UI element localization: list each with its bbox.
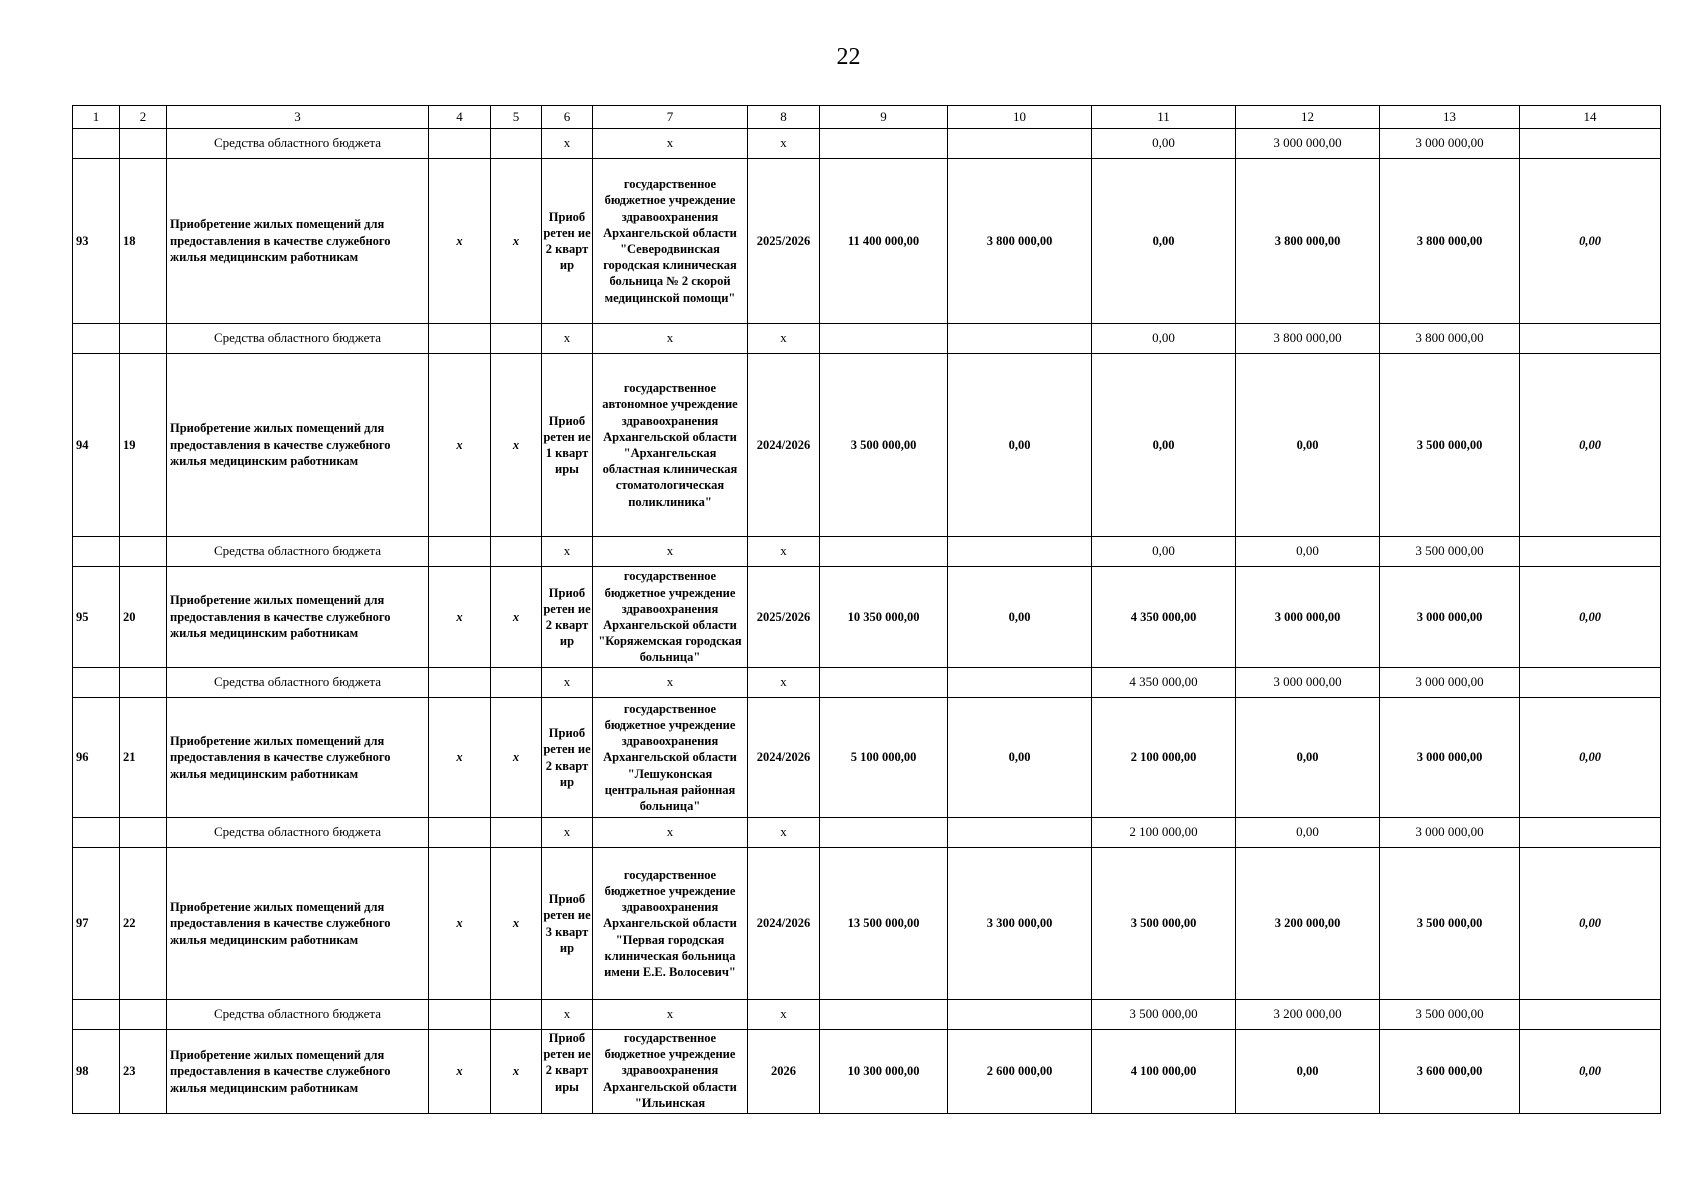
- table-cell: [73, 1000, 120, 1030]
- col-header: 7: [593, 106, 748, 129]
- table-cell: 4 350 000,00: [1092, 668, 1236, 698]
- table-cell: х: [542, 668, 593, 698]
- table-cell: Приобретение жилых помещений для предоставления в качестве служебного жилья медицинским работникам: [167, 567, 429, 668]
- table-cell: 3 800 000,00: [1380, 159, 1520, 324]
- table-cell: Приоб ретен ие 2 кварт ир: [542, 698, 593, 818]
- table-cell: Приобретение жилых помещений для предоставления в качестве служебного жилья медицинским работникам: [167, 698, 429, 818]
- table-cell: 11 400 000,00: [820, 159, 948, 324]
- table-cell: [120, 818, 167, 848]
- col-header: 8: [748, 106, 820, 129]
- table-cell: х: [748, 818, 820, 848]
- table-cell: 3 000 000,00: [1236, 567, 1380, 668]
- table-cell: [820, 668, 948, 698]
- table-cell: 0,00: [1092, 537, 1236, 567]
- table-cell: 23: [120, 1030, 167, 1114]
- table-cell: х: [593, 537, 748, 567]
- table-cell: 3 600 000,00: [1380, 1030, 1520, 1114]
- table-cell: [1520, 129, 1661, 159]
- table-cell: [120, 537, 167, 567]
- project-row: [73, 1030, 1661, 1114]
- col-header: 11: [1092, 106, 1236, 129]
- table-cell: 0,00: [1236, 537, 1380, 567]
- table-cell: х: [429, 1030, 491, 1114]
- table-cell: х: [429, 159, 491, 324]
- table-cell: 10 300 000,00: [820, 1030, 948, 1114]
- table-cell: 2026: [748, 1030, 820, 1114]
- table-cell: [120, 129, 167, 159]
- table-cell: [429, 818, 491, 848]
- table-cell: 3 500 000,00: [820, 354, 948, 537]
- table-cell: [1520, 818, 1661, 848]
- table-cell: [73, 129, 120, 159]
- table-cell: Приобретение жилых помещений для предоставления в качестве служебного жилья медицинским работникам: [167, 159, 429, 324]
- page-number: 22: [836, 44, 861, 70]
- project-row: [73, 698, 1661, 818]
- table-cell: 0,00: [1236, 354, 1380, 537]
- table-cell: 2 100 000,00: [1092, 698, 1236, 818]
- table-cell: [73, 537, 120, 567]
- table-cell: [491, 668, 542, 698]
- table-cell: 3 500 000,00: [1380, 848, 1520, 1000]
- table-cell: 22: [120, 848, 167, 1000]
- table-cell: Приоб ретен ие 1 кварт иры: [542, 354, 593, 537]
- table-cell: [73, 324, 120, 354]
- table-cell: х: [542, 537, 593, 567]
- table-cell: 0,00: [1520, 567, 1661, 668]
- table-cell: 0,00: [1092, 354, 1236, 537]
- table-cell: 0,00: [1520, 1030, 1661, 1114]
- table-cell: 18: [120, 159, 167, 324]
- table-cell: 0,00: [1520, 848, 1661, 1000]
- project-row: [73, 354, 1661, 537]
- table-cell: х: [429, 848, 491, 1000]
- funding-source-row: [73, 818, 1661, 848]
- table-cell: государственное бюджетное учреждение здравоохранения Архангельской области "Коряжемская городская больница": [593, 567, 748, 668]
- table-cell: [120, 324, 167, 354]
- table-cell: [820, 537, 948, 567]
- table-cell: 94: [73, 354, 120, 537]
- table-cell: [429, 668, 491, 698]
- table-cell: [948, 324, 1092, 354]
- table-cell: Средства областного бюджета: [167, 129, 429, 159]
- table-cell: [73, 818, 120, 848]
- table-cell: 2024/2026: [748, 848, 820, 1000]
- table-cell: 3 000 000,00: [1380, 818, 1520, 848]
- table-cell: Средства областного бюджета: [167, 537, 429, 567]
- table-cell: 95: [73, 567, 120, 668]
- table-cell: [429, 1000, 491, 1030]
- table-cell: 93: [73, 159, 120, 324]
- table-cell: Приоб ретен ие 2 кварт иры: [542, 1030, 593, 1114]
- table-cell: х: [593, 1000, 748, 1030]
- table-cell: [491, 1000, 542, 1030]
- table-cell: 2025/2026: [748, 159, 820, 324]
- col-header: 13: [1380, 106, 1520, 129]
- table-cell: х: [748, 129, 820, 159]
- table-cell: [820, 818, 948, 848]
- table-cell: [948, 129, 1092, 159]
- table-cell: [120, 1000, 167, 1030]
- table-cell: 2 100 000,00: [1092, 818, 1236, 848]
- table-cell: 2025/2026: [748, 567, 820, 668]
- table-cell: 21: [120, 698, 167, 818]
- funding-source-row: [73, 668, 1661, 698]
- table-cell: [120, 668, 167, 698]
- table-cell: [948, 818, 1092, 848]
- table-cell: [491, 324, 542, 354]
- table-cell: 3 500 000,00: [1092, 848, 1236, 1000]
- table-cell: 3 800 000,00: [948, 159, 1092, 324]
- table-cell: 19: [120, 354, 167, 537]
- col-header: 5: [491, 106, 542, 129]
- table-cell: Приоб ретен ие 2 кварт ир: [542, 159, 593, 324]
- table-cell: [948, 537, 1092, 567]
- table-cell: 0,00: [1236, 698, 1380, 818]
- table-cell: 0,00: [1520, 698, 1661, 818]
- col-header: 4: [429, 106, 491, 129]
- table-cell: 0,00: [1092, 159, 1236, 324]
- table-cell: государственное бюджетное учреждение здравоохранения Архангельской области "Первая городская клиническая больница имени Е.Е. Волосевич": [593, 848, 748, 1000]
- table-cell: 98: [73, 1030, 120, 1114]
- program-table: [72, 105, 1661, 1114]
- table-cell: 3 200 000,00: [1236, 1000, 1380, 1030]
- table-cell: 96: [73, 698, 120, 818]
- table-cell: 13 500 000,00: [820, 848, 948, 1000]
- table-cell: 3 200 000,00: [1236, 848, 1380, 1000]
- table-cell: Приобретение жилых помещений для предоставления в качестве служебного жилья медицинским работникам: [167, 1030, 429, 1114]
- table-cell: 5 100 000,00: [820, 698, 948, 818]
- table-cell: х: [542, 1000, 593, 1030]
- table-cell: [820, 1000, 948, 1030]
- table-cell: х: [748, 324, 820, 354]
- table-cell: х: [491, 848, 542, 1000]
- table-cell: государственное бюджетное учреждение здравоохранения Архангельской области "Ильинская: [593, 1030, 748, 1114]
- table-cell: государственное бюджетное учреждение здравоохранения Архангельской области "Северодвинская городская клиническая больница № 2 скорой медицинской помощи": [593, 159, 748, 324]
- table-cell: 3 000 000,00: [1380, 567, 1520, 668]
- table-cell: 97: [73, 848, 120, 1000]
- table-cell: 3 800 000,00: [1236, 159, 1380, 324]
- table-cell: [1520, 668, 1661, 698]
- table-cell: Приобретение жилых помещений для предоставления в качестве служебного жилья медицинским работникам: [167, 848, 429, 1000]
- table-cell: [491, 537, 542, 567]
- project-row: [73, 567, 1661, 668]
- table-cell: 3 300 000,00: [948, 848, 1092, 1000]
- col-header: 3: [167, 106, 429, 129]
- table-cell: [948, 668, 1092, 698]
- table-cell: [1520, 324, 1661, 354]
- table-cell: 10 350 000,00: [820, 567, 948, 668]
- table-cell: [73, 668, 120, 698]
- table-cell: 0,00: [948, 354, 1092, 537]
- table-cell: Средства областного бюджета: [167, 668, 429, 698]
- table-cell: [820, 129, 948, 159]
- funding-source-row: [73, 537, 1661, 567]
- table-cell: х: [593, 129, 748, 159]
- table-cell: х: [491, 1030, 542, 1114]
- table-cell: 20: [120, 567, 167, 668]
- table-cell: [429, 537, 491, 567]
- table-cell: 3 800 000,00: [1236, 324, 1380, 354]
- table-cell: х: [429, 354, 491, 537]
- table-cell: 3 500 000,00: [1092, 1000, 1236, 1030]
- table-cell: х: [593, 818, 748, 848]
- table-cell: [491, 129, 542, 159]
- table-cell: 3 000 000,00: [1236, 668, 1380, 698]
- table-cell: х: [491, 354, 542, 537]
- table-cell: государственное автономное учреждение здравоохранения Архангельской области "Архангельская областная клиническая стоматологическая поликлиника": [593, 354, 748, 537]
- col-header: 2: [120, 106, 167, 129]
- table-cell: 3 000 000,00: [1380, 698, 1520, 818]
- col-header: 10: [948, 106, 1092, 129]
- table-cell: 0,00: [948, 567, 1092, 668]
- table-cell: [491, 818, 542, 848]
- table-cell: [1520, 1000, 1661, 1030]
- table-cell: х: [429, 567, 491, 668]
- table-cell: 0,00: [1236, 1030, 1380, 1114]
- table-cell: 3 500 000,00: [1380, 354, 1520, 537]
- project-row: [73, 159, 1661, 324]
- table-cell: 2024/2026: [748, 698, 820, 818]
- table-cell: [948, 1000, 1092, 1030]
- table-cell: Приоб ретен ие 2 кварт ир: [542, 567, 593, 668]
- table-cell: х: [748, 537, 820, 567]
- table-cell: 0,00: [1092, 129, 1236, 159]
- table-cell: х: [748, 668, 820, 698]
- col-header: 14: [1520, 106, 1661, 129]
- table-cell: х: [429, 698, 491, 818]
- table-cell: х: [542, 324, 593, 354]
- table-cell: 3 500 000,00: [1380, 537, 1520, 567]
- table-cell: х: [542, 818, 593, 848]
- funding-source-row: [73, 1000, 1661, 1030]
- table-cell: 3 000 000,00: [1380, 668, 1520, 698]
- col-header: 9: [820, 106, 948, 129]
- table-cell: [429, 324, 491, 354]
- table-cell: 0,00: [1092, 324, 1236, 354]
- col-header: 12: [1236, 106, 1380, 129]
- table-cell: 2024/2026: [748, 354, 820, 537]
- table-cell: Средства областного бюджета: [167, 324, 429, 354]
- table-cell: Средства областного бюджета: [167, 818, 429, 848]
- table-cell: 0,00: [1236, 818, 1380, 848]
- table-cell: 0,00: [1520, 159, 1661, 324]
- table-cell: 0,00: [1520, 354, 1661, 537]
- table-cell: 3 800 000,00: [1380, 324, 1520, 354]
- table-cell: Приобретение жилых помещений для предоставления в качестве служебного жилья медицинским работникам: [167, 354, 429, 537]
- funding-source-row: [73, 324, 1661, 354]
- table-cell: х: [491, 159, 542, 324]
- table-cell: х: [593, 668, 748, 698]
- table-cell: х: [491, 698, 542, 818]
- table-cell: 0,00: [948, 698, 1092, 818]
- table-cell: [429, 129, 491, 159]
- table-cell: 4 100 000,00: [1092, 1030, 1236, 1114]
- col-header: 6: [542, 106, 593, 129]
- table-cell: х: [748, 1000, 820, 1030]
- col-header: 1: [73, 106, 120, 129]
- table-cell: государственное бюджетное учреждение здравоохранения Архангельской области "Лешуконская центральная районная больница": [593, 698, 748, 818]
- table-cell: 3 500 000,00: [1380, 1000, 1520, 1030]
- table-cell: х: [593, 324, 748, 354]
- table-cell: Приоб ретен ие 3 кварт ир: [542, 848, 593, 1000]
- table-cell: х: [491, 567, 542, 668]
- table-cell: 2 600 000,00: [948, 1030, 1092, 1114]
- table-cell: 3 000 000,00: [1236, 129, 1380, 159]
- table-cell: 4 350 000,00: [1092, 567, 1236, 668]
- column-number-row: [73, 106, 1661, 129]
- table-cell: Средства областного бюджета: [167, 1000, 429, 1030]
- table-cell: [820, 324, 948, 354]
- table-cell: [1520, 537, 1661, 567]
- table-cell: х: [542, 129, 593, 159]
- project-row: [73, 848, 1661, 1000]
- funding-source-row: [73, 129, 1661, 159]
- table-cell: 3 000 000,00: [1380, 129, 1520, 159]
